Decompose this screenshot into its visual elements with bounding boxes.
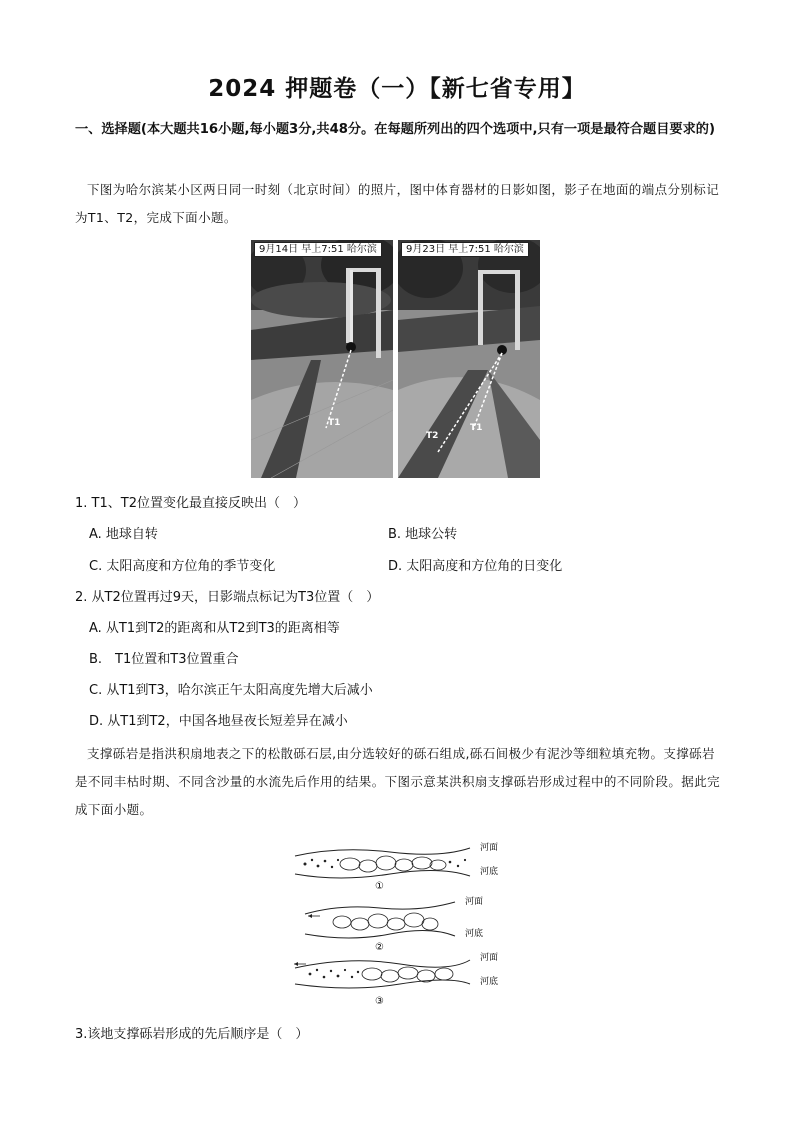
question-1-option-b: B. 地球公转 (388, 527, 458, 542)
diagram-label-surface-1: 河面 (480, 843, 499, 853)
label-t1-right: T1 (470, 423, 483, 433)
diagram-stage-2: ② (375, 942, 384, 953)
gravel-stage-diagram (280, 836, 520, 1011)
diagram-label-bed-2: 河底 (465, 929, 484, 939)
question-2-option-c: C. 从T1到T3，哈尔滨正午太阳高度先增大后减小 (89, 683, 373, 698)
diagram-stage-3: ③ (375, 996, 384, 1007)
section-heading: 一、选择题(本大题共16小题,每小题3分,共48分。在每题所列出的四个选项中,只有一项是最符合题目要求的) (75, 122, 716, 137)
question-1-option-d: D. 太阳高度和方位角的日变化 (388, 559, 563, 574)
question-1-stem: 1. T1、T2位置变化最直接反映出（ ） (75, 496, 306, 511)
question-1-option-a: A. 地球自转 (89, 527, 158, 542)
question-2-option-b: B. T1位置和T3位置重合 (89, 652, 239, 667)
diagram-stage-1: ① (375, 881, 384, 892)
question-2-option-a: A. 从T1到T2的距离和从T2到T3的距离相等 (89, 621, 340, 636)
photo-caption-right: 9月23日 早上7:51 哈尔滨 (401, 242, 529, 257)
photo-caption-left: 9月14日 早上7:51 哈尔滨 (254, 242, 382, 257)
diagram-label-bed-3: 河底 (480, 977, 499, 987)
diagram-label-bed-1: 河底 (480, 867, 499, 877)
question-3-stem: 3.该地支撑砾岩形成的先后顺序是（ ） (75, 1027, 309, 1042)
question-2-stem: 2. 从T2位置再过9天，日影端点标记为T3位置（ ） (75, 590, 380, 605)
question-2-option-d: D. 从T1到T2，中国各地昼夜长短差异在减小 (89, 714, 348, 729)
label-t2-right: T2 (426, 431, 439, 441)
passage-2-text: 支撑砾岩是指洪积扇地表之下的松散砾石层,由分选较好的砾石组成,砾石间极少有泥沙等细粒填充物。支撑砾岩是不同丰枯时期、不同含沙量的水流先后作用的结果。下图示意某洪积扇支撑砾岩形成过程中的不同阶段。据此完成下面小题。 (75, 746, 721, 817)
question-1-option-c: C. 太阳高度和方位角的季节变化 (89, 559, 276, 574)
photo-sep-14 (251, 240, 393, 478)
diagram-label-surface-2: 河面 (465, 897, 484, 907)
photo-sep-23 (398, 240, 540, 478)
page-title: 2024 押题卷（一）【新七省专用】 (208, 76, 586, 102)
shadow-photos (251, 240, 540, 478)
passage-1-text: 下图为哈尔滨某小区两日同一时刻（北京时间）的照片，图中体育器材的日影如图，影子在地面的端点分别标记为T1、T2，完成下面小题。 (75, 182, 720, 225)
diagram-label-surface-3: 河面 (480, 953, 499, 963)
label-t1-left: T1 (328, 418, 341, 428)
